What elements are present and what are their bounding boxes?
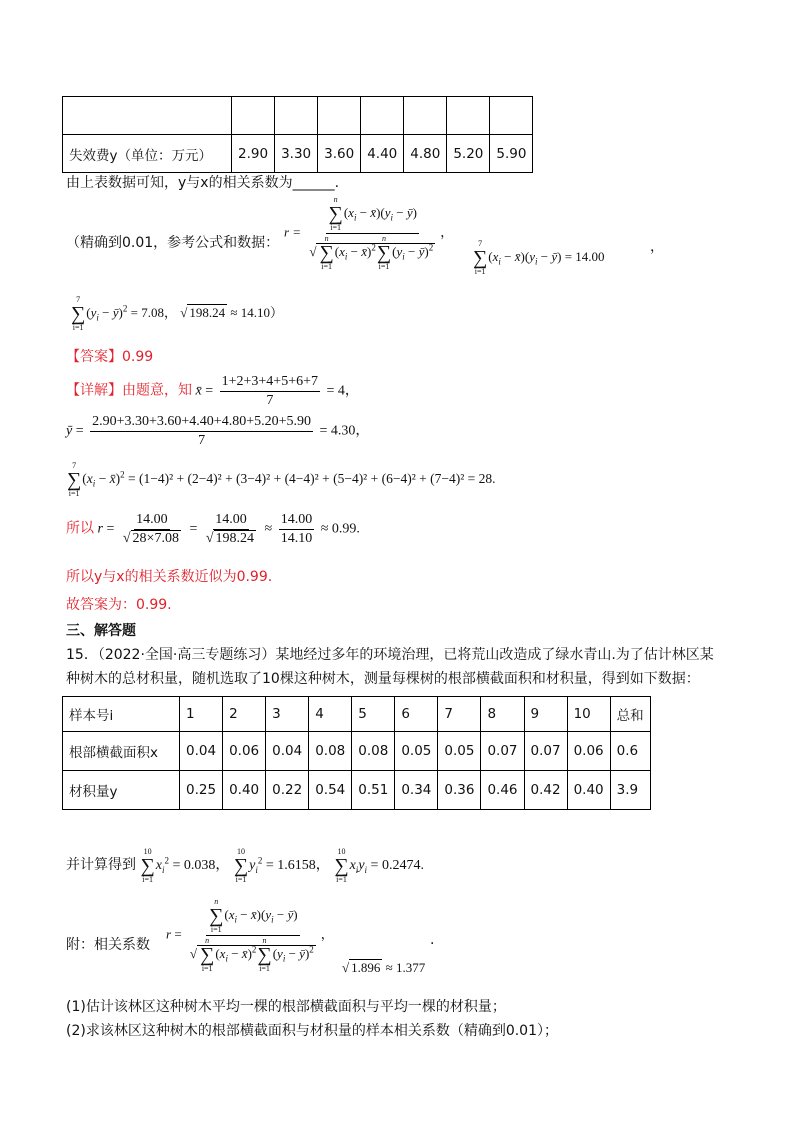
cell: 4.40 bbox=[361, 135, 404, 173]
row-label: 失效费y（单位：万元） bbox=[63, 135, 232, 173]
cell: 0.42 bbox=[524, 771, 567, 810]
sum-yy-formula: 7 ∑ i=1 ($y_i$ − ȳ)$^2$ = 7.08， √ 198.24 ≈ 14.10） bbox=[71, 295, 283, 332]
sub-question-1: (1)估计该林区这种树木平均一棵的根部横截面积与平均一棵的材积量； bbox=[66, 999, 506, 1015]
answer: 【答案】0.99 bbox=[66, 349, 154, 365]
detail-xbar: 【详解】由题意，知 x̄ = $\frac{1+2+3+4+5+6+7}{7}$ = 4， bbox=[66, 374, 359, 408]
cell: 2 bbox=[223, 697, 266, 732]
sum-xy-formula: 7 ∑ i=1 ($x_i$ − $x̄)(y_i$ − ȳ) = 14.00 bbox=[473, 239, 605, 276]
appendix-formula: r = n ∑ i=1 ($x_i$ − $x̄)(y_i$ − ȳ) √ n ∑ i=1 ($x_i$ − x̄)$^2$ n ∑ i=1 ($y_i$ − ȳ)$^2$ ， bbox=[166, 897, 334, 973]
cell: 0.04 bbox=[266, 732, 309, 771]
cell: 10 bbox=[567, 697, 610, 732]
cell: 0.07 bbox=[481, 732, 524, 771]
appendix-sqrt: √ 1.896 ≈ 1.377 bbox=[342, 960, 426, 975]
cell: 3.9 bbox=[610, 771, 650, 810]
cell: 0.36 bbox=[438, 771, 481, 810]
sub-question-2: (2)求该林区这种树木的根部横截面积与材积量的样本相关系数（精确到0.01）； bbox=[66, 1023, 559, 1039]
cell: 4 bbox=[309, 697, 352, 732]
final-answer: 故答案为：0.99. bbox=[66, 597, 172, 613]
table-row bbox=[63, 771, 651, 810]
cell: 0.25 bbox=[180, 771, 223, 810]
calc-sums: 并计算得到 10 ∑ i=1 $x_i^2 = 0.038$， 10 ∑ i=1 $y_i^2 = 1.6158$， 10 ∑ i=1 $x_iy_i = 0.2474$. bbox=[66, 847, 424, 884]
cell: 0.51 bbox=[352, 771, 395, 810]
cell: 0.34 bbox=[395, 771, 438, 810]
cell: 0.46 bbox=[481, 771, 524, 810]
cell: 0.06 bbox=[223, 732, 266, 771]
cell: 0.54 bbox=[309, 771, 352, 810]
cell: 6 bbox=[395, 697, 438, 732]
cell: 3.30 bbox=[275, 135, 318, 173]
formula-r: r = n ∑ i=1 ($x_i$ − $x̄)(y_i$ − ȳ) √ n ∑ i=1 ($x_i$ − x̄)$^2$ n ∑ i=1 ($y_i$ − ȳ)$^2$ ， bbox=[284, 195, 454, 271]
table-row bbox=[63, 135, 533, 173]
row-label: 根部横截面积x bbox=[63, 732, 180, 771]
q15-line2: 种树木的总材积量，随机选取了10棵这种树木，测量每棵树的根部横截面积和材积量，得到如下数据： bbox=[66, 671, 700, 687]
cell: 1 bbox=[180, 697, 223, 732]
q15-line1: 15．（2022·全国·高三专题练习）某地经过多年的环境治理，已将荒山改造成了绿水青山.为了估计林区某 bbox=[66, 647, 714, 663]
cell: 0.6 bbox=[610, 732, 650, 771]
detail-sxx: 7 ∑ i=1 ($x_i$ − x̄)$^2$ = (1−4)² + (2−4)² + (3−4)² + (4−4)² + (5−4)² + (6−4)² + (7−4)² = 28. bbox=[67, 461, 496, 498]
cell: 4.80 bbox=[404, 135, 447, 173]
cell: 9 bbox=[524, 697, 567, 732]
sample-table bbox=[62, 696, 651, 810]
cell: 0.08 bbox=[352, 732, 395, 771]
detail-ybar: ȳ = $\frac{2.90+3.30+3.60+4.40+4.80+5.20+5.90}{7}$ = 4.30， bbox=[66, 414, 370, 448]
table-row bbox=[63, 732, 651, 771]
cell: 0.06 bbox=[567, 732, 610, 771]
cell: 5.90 bbox=[490, 135, 533, 173]
row-label: 样本号i bbox=[63, 697, 180, 732]
row-label: 材积量y bbox=[63, 771, 180, 810]
question-text: 由上表数据可知，y与x的相关系数为______. bbox=[66, 175, 340, 191]
table-row bbox=[63, 697, 651, 732]
hint-prefix: （精确到0.01，参考公式和数据： bbox=[66, 235, 280, 251]
expense-table bbox=[62, 96, 533, 173]
conclusion: 所以y与x的相关系数近似为0.99. bbox=[66, 569, 273, 585]
cell: 3.60 bbox=[318, 135, 361, 173]
cell: 0.05 bbox=[438, 732, 481, 771]
cell: 0.07 bbox=[524, 732, 567, 771]
section-title: 三、解答题 bbox=[66, 623, 136, 639]
cell: 5.20 bbox=[447, 135, 490, 173]
appendix-prefix: 附：相关系数 bbox=[66, 937, 150, 953]
cell: 5 bbox=[352, 697, 395, 732]
cell: 7 bbox=[438, 697, 481, 732]
table-row bbox=[63, 97, 533, 135]
cell: 8 bbox=[481, 697, 524, 732]
cell: 0.22 bbox=[266, 771, 309, 810]
cell: 0.08 bbox=[309, 732, 352, 771]
cell: 0.04 bbox=[180, 732, 223, 771]
cell: 总和 bbox=[610, 697, 650, 732]
cell: 0.05 bbox=[395, 732, 438, 771]
cell: 2.90 bbox=[232, 135, 275, 173]
cell: 0.40 bbox=[567, 771, 610, 810]
detail-r: 所以 r = $\frac{14.00}{√ 28\times 7.08}$ = $\frac{14.00}{√ 198.24}$ ≈ $\frac{14.00}{14.10}$ ≈ 0.99. bbox=[66, 512, 360, 546]
cell: 3 bbox=[266, 697, 309, 732]
cell: 0.40 bbox=[223, 771, 266, 810]
